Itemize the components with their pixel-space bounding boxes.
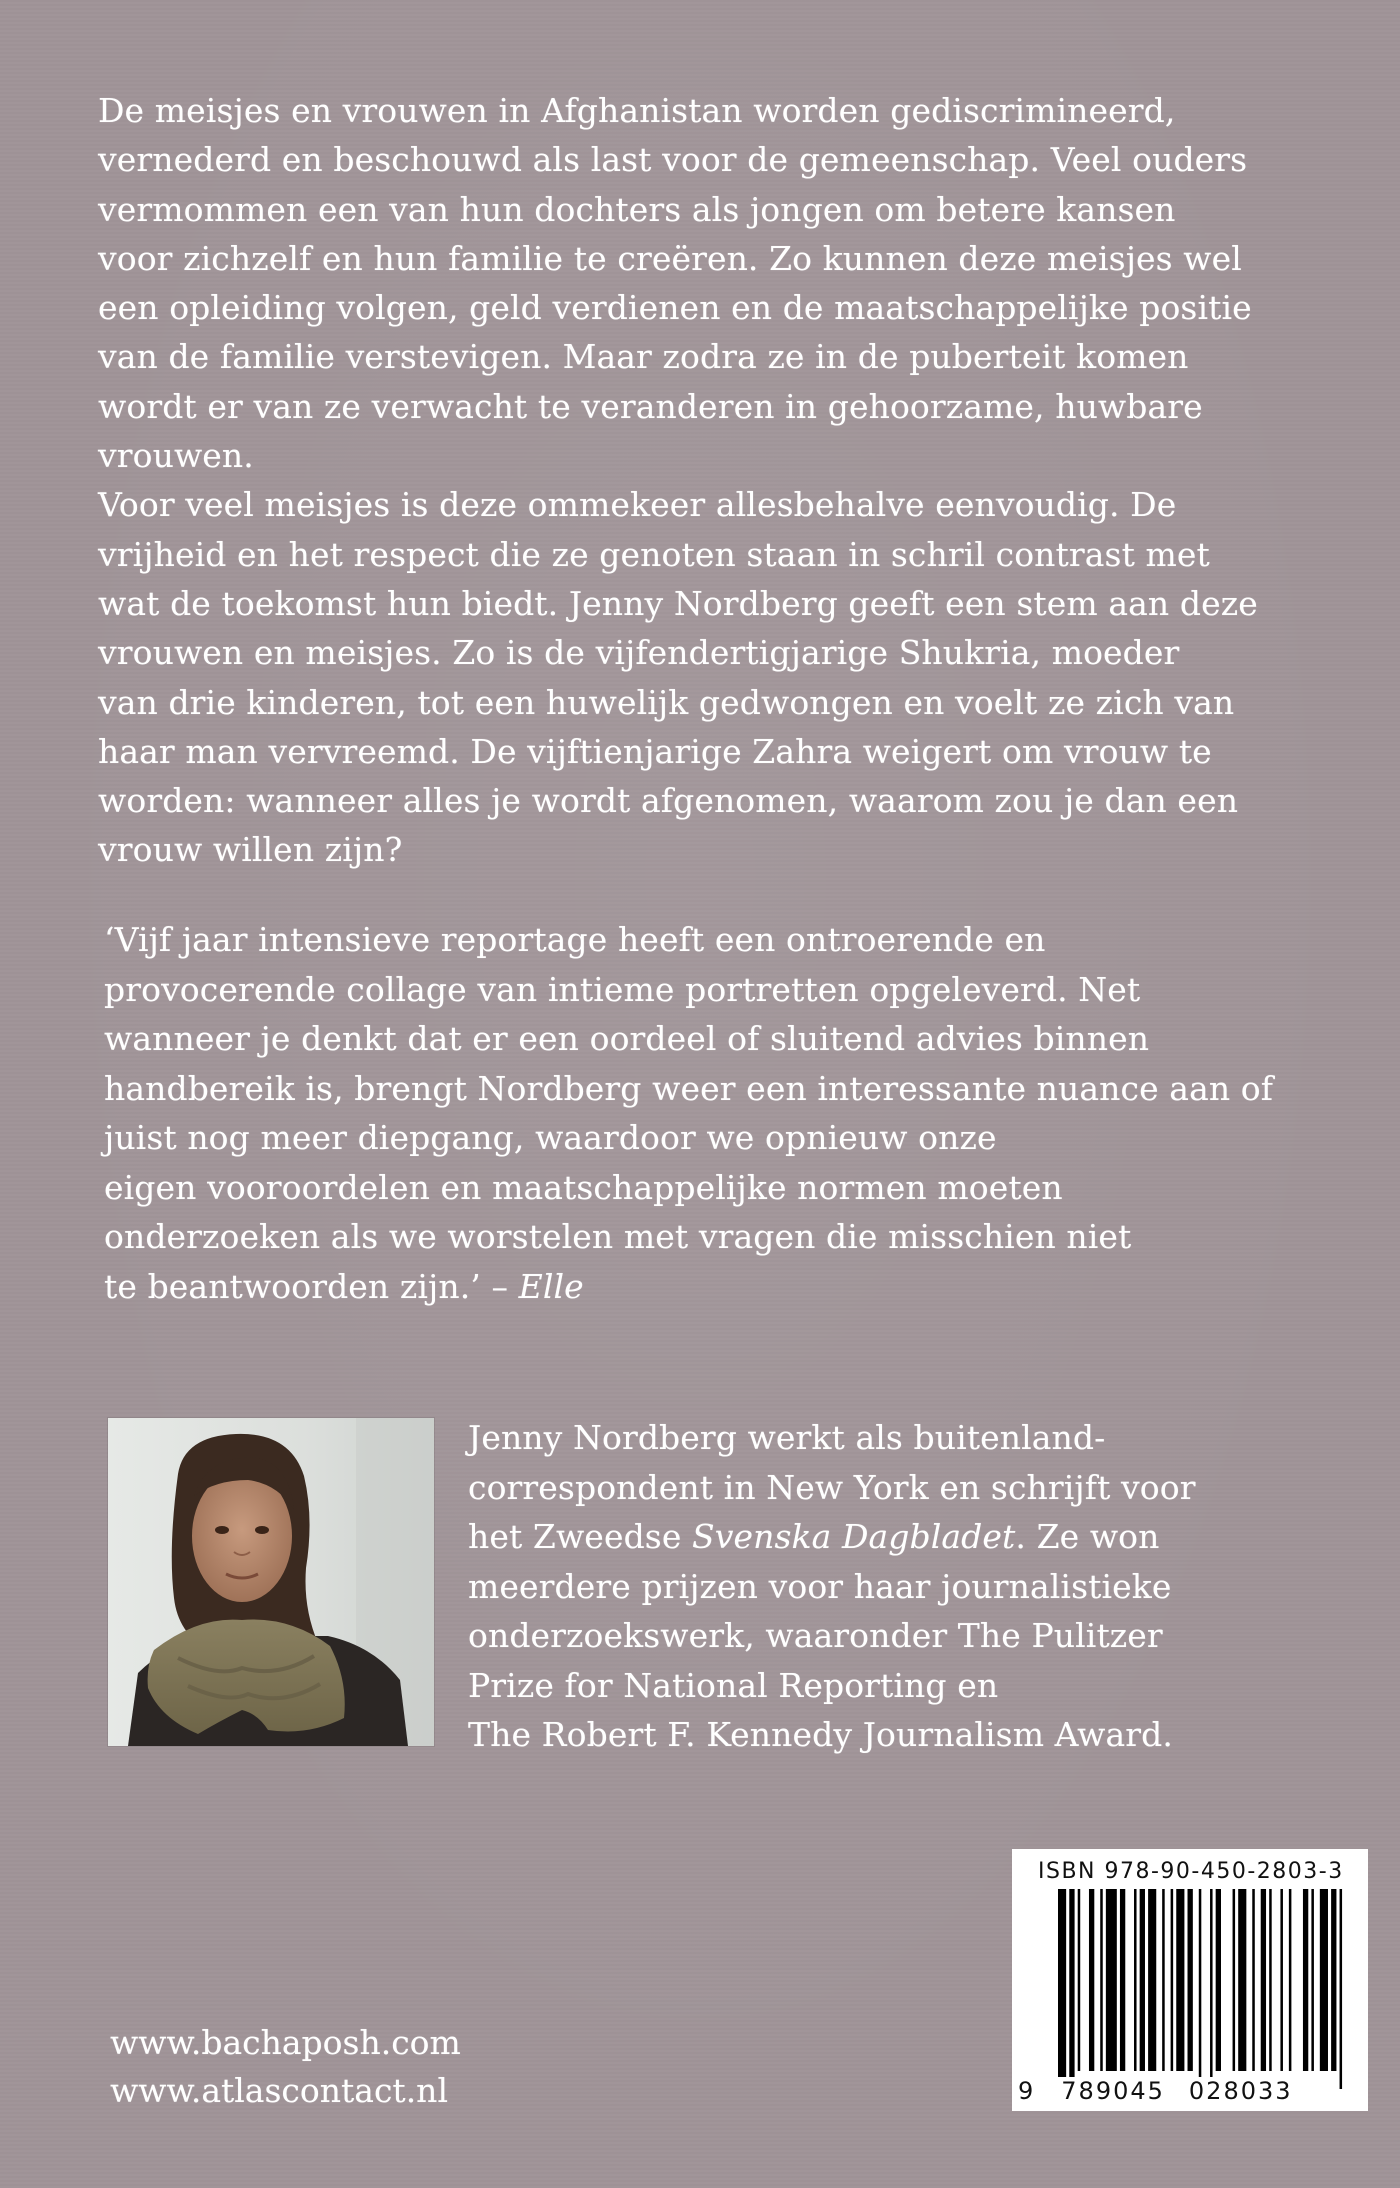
website-links <box>110 2019 461 2115</box>
barcode-bar <box>1320 1889 1328 2071</box>
barcode-digits-left: 789045 <box>1057 2077 1169 2105</box>
isbn-barcode <box>1012 1849 1368 2111</box>
bio-line: The Robert F. Kennedy Journalism Award. <box>468 1715 1173 1754</box>
barcode-bar <box>1089 1889 1094 2071</box>
barcode-bar <box>1303 1889 1308 2071</box>
bio-line <box>468 1512 1368 1562</box>
blurb-line: wat de toekomst hun biedt. Jenny Nordberg geeft een stem aan deze <box>98 583 1258 623</box>
quote-line: ‘Vijf jaar intensieve reportage heeft een ontroerende en <box>104 920 1046 959</box>
barcode-bar <box>1176 1889 1184 2071</box>
bio-line: onderzoekswerk, waaronder The Pulitzer <box>468 1616 1163 1655</box>
blurb-line: van de familie verstevigen. Maar zodra ze in de puberteit komen <box>98 337 1189 377</box>
blurb-line: vermommen een van hun dochters als jongen om betere kansen <box>98 189 1176 229</box>
bio-text: . Ze won <box>1015 1517 1160 1556</box>
barcode-bar <box>1269 1889 1272 2071</box>
barcode-bar <box>1120 1889 1125 2071</box>
blurb-line: vrouwen en meisjes. Zo is de vijfendertigjarige Shukria, moeder <box>98 633 1180 673</box>
blurb-line: een opleiding volgen, geld verdienen en de maatschappelijke positie <box>98 288 1252 328</box>
barcode-bar <box>1078 1889 1081 2071</box>
barcode-bar <box>1171 1889 1174 2071</box>
blurb-line: worden: wanneer alles je wordt afgenomen, waarom zou je dan een <box>98 781 1239 821</box>
quote-line: juist nog meer diepgang, waardoor we opnieuw onze <box>104 1118 997 1157</box>
newspaper-name: Svenska Dagbladet <box>692 1517 1016 1556</box>
quote-last-text: te beantwoorden zijn.’ – <box>104 1266 519 1306</box>
blurb-line: van drie kinderen, tot een huwelijk gedwongen en voelt ze zich van <box>98 682 1235 722</box>
website-link-bachaposh[interactable]: www.bachaposh.com <box>110 2023 461 2062</box>
isbn-label: ISBN 978-90-450-2803-3 <box>1038 1859 1344 1884</box>
barcode-digits-right: 028033 <box>1185 2077 1297 2105</box>
barcode-bar <box>1058 1889 1066 2089</box>
barcode-bar <box>1340 1889 1343 2089</box>
blurb-line: vrijheid en het respect die ze genoten staan in schril contrast met <box>98 534 1210 574</box>
quote-source: Elle <box>518 1266 584 1306</box>
barcode-bar <box>1162 1889 1165 2071</box>
book-blurb <box>98 86 1298 875</box>
author-photo <box>108 1418 434 1746</box>
barcode-bar <box>1233 1889 1236 2071</box>
quote-line: provocerende collage van intieme portretten opgeleverd. Net <box>104 969 1141 1009</box>
quote-line: wanneer je denkt dat er een oordeel of sluitend advies binnen <box>104 1019 1150 1058</box>
bio-line: Prize for National Reporting en <box>468 1665 999 1705</box>
review-quote <box>104 915 1304 1311</box>
bio-line: correspondent in New York en schrijft voor <box>468 1467 1196 1507</box>
barcode-bar <box>1289 1889 1292 2071</box>
bio-line: meerdere prijzen voor haar journalistieke <box>468 1566 1172 1606</box>
author-bio <box>468 1413 1368 1760</box>
blurb-line: haar man vervreemd. De vijftienjarige Zahra weigert om vrouw te <box>98 731 1212 771</box>
barcode-digit-first: 9 <box>1018 2077 1036 2105</box>
quote-line: onderzoeken als we worstelen met vragen die misschien niet <box>104 1217 1132 1256</box>
barcode-bar <box>1311 1889 1314 2071</box>
blurb-line: vrouwen. <box>98 436 254 476</box>
barcode-bar <box>1280 1889 1283 2071</box>
author-portrait-image <box>108 1418 434 1746</box>
barcode-bar <box>1238 1889 1246 2071</box>
barcode-bar <box>1210 1889 1213 2089</box>
blurb-line: De meisjes en vrouwen in Afghanistan worden gediscrimineerd, <box>98 91 1176 130</box>
barcode-bar <box>1199 1889 1202 2089</box>
quote-line: eigen vooroordelen en maatschappelijke normen moeten <box>104 1167 1063 1207</box>
quote-last-line <box>104 1262 1304 1312</box>
barcode-bar <box>1106 1889 1117 2071</box>
blurb-line: Voor veel meisjes is deze ommekeer allesbehalve eenvoudig. De <box>98 485 1177 525</box>
bio-text: het Zweedse <box>468 1517 693 1556</box>
barcode-bar <box>1140 1889 1145 2071</box>
quote-line: handbereik is, brengt Nordberg weer een interessante nuance aan of <box>104 1068 1274 1108</box>
barcode-digits <box>1018 2077 1297 2105</box>
barcode-bar <box>1252 1889 1255 2071</box>
website-link-atlascontact[interactable]: www.atlascontact.nl <box>110 2071 448 2110</box>
bio-line: Jenny Nordberg werkt als buitenland- <box>468 1418 1106 1457</box>
barcode-bar <box>1261 1889 1266 2071</box>
blurb-line: vrouw willen zijn? <box>98 830 403 870</box>
barcode-bar <box>1216 1889 1221 2071</box>
barcode-bar <box>1148 1889 1156 2071</box>
barcode-bar <box>1134 1889 1137 2071</box>
barcode-bars <box>1058 1889 1348 2089</box>
blurb-line: wordt er van ze verwacht te veranderen in gehoorzame, huwbare <box>98 386 1203 426</box>
barcode-bar <box>1188 1889 1193 2071</box>
blurb-line: vernederd en beschouwd als last voor de gemeenschap. Veel ouders <box>98 140 1248 180</box>
barcode-bar <box>1069 1889 1074 2089</box>
barcode-bar <box>1100 1889 1103 2071</box>
barcode-bar <box>1331 1889 1336 2071</box>
blurb-line: voor zichzelf en hun familie te creëren. Zo kunnen deze meisjes wel <box>98 238 1242 278</box>
